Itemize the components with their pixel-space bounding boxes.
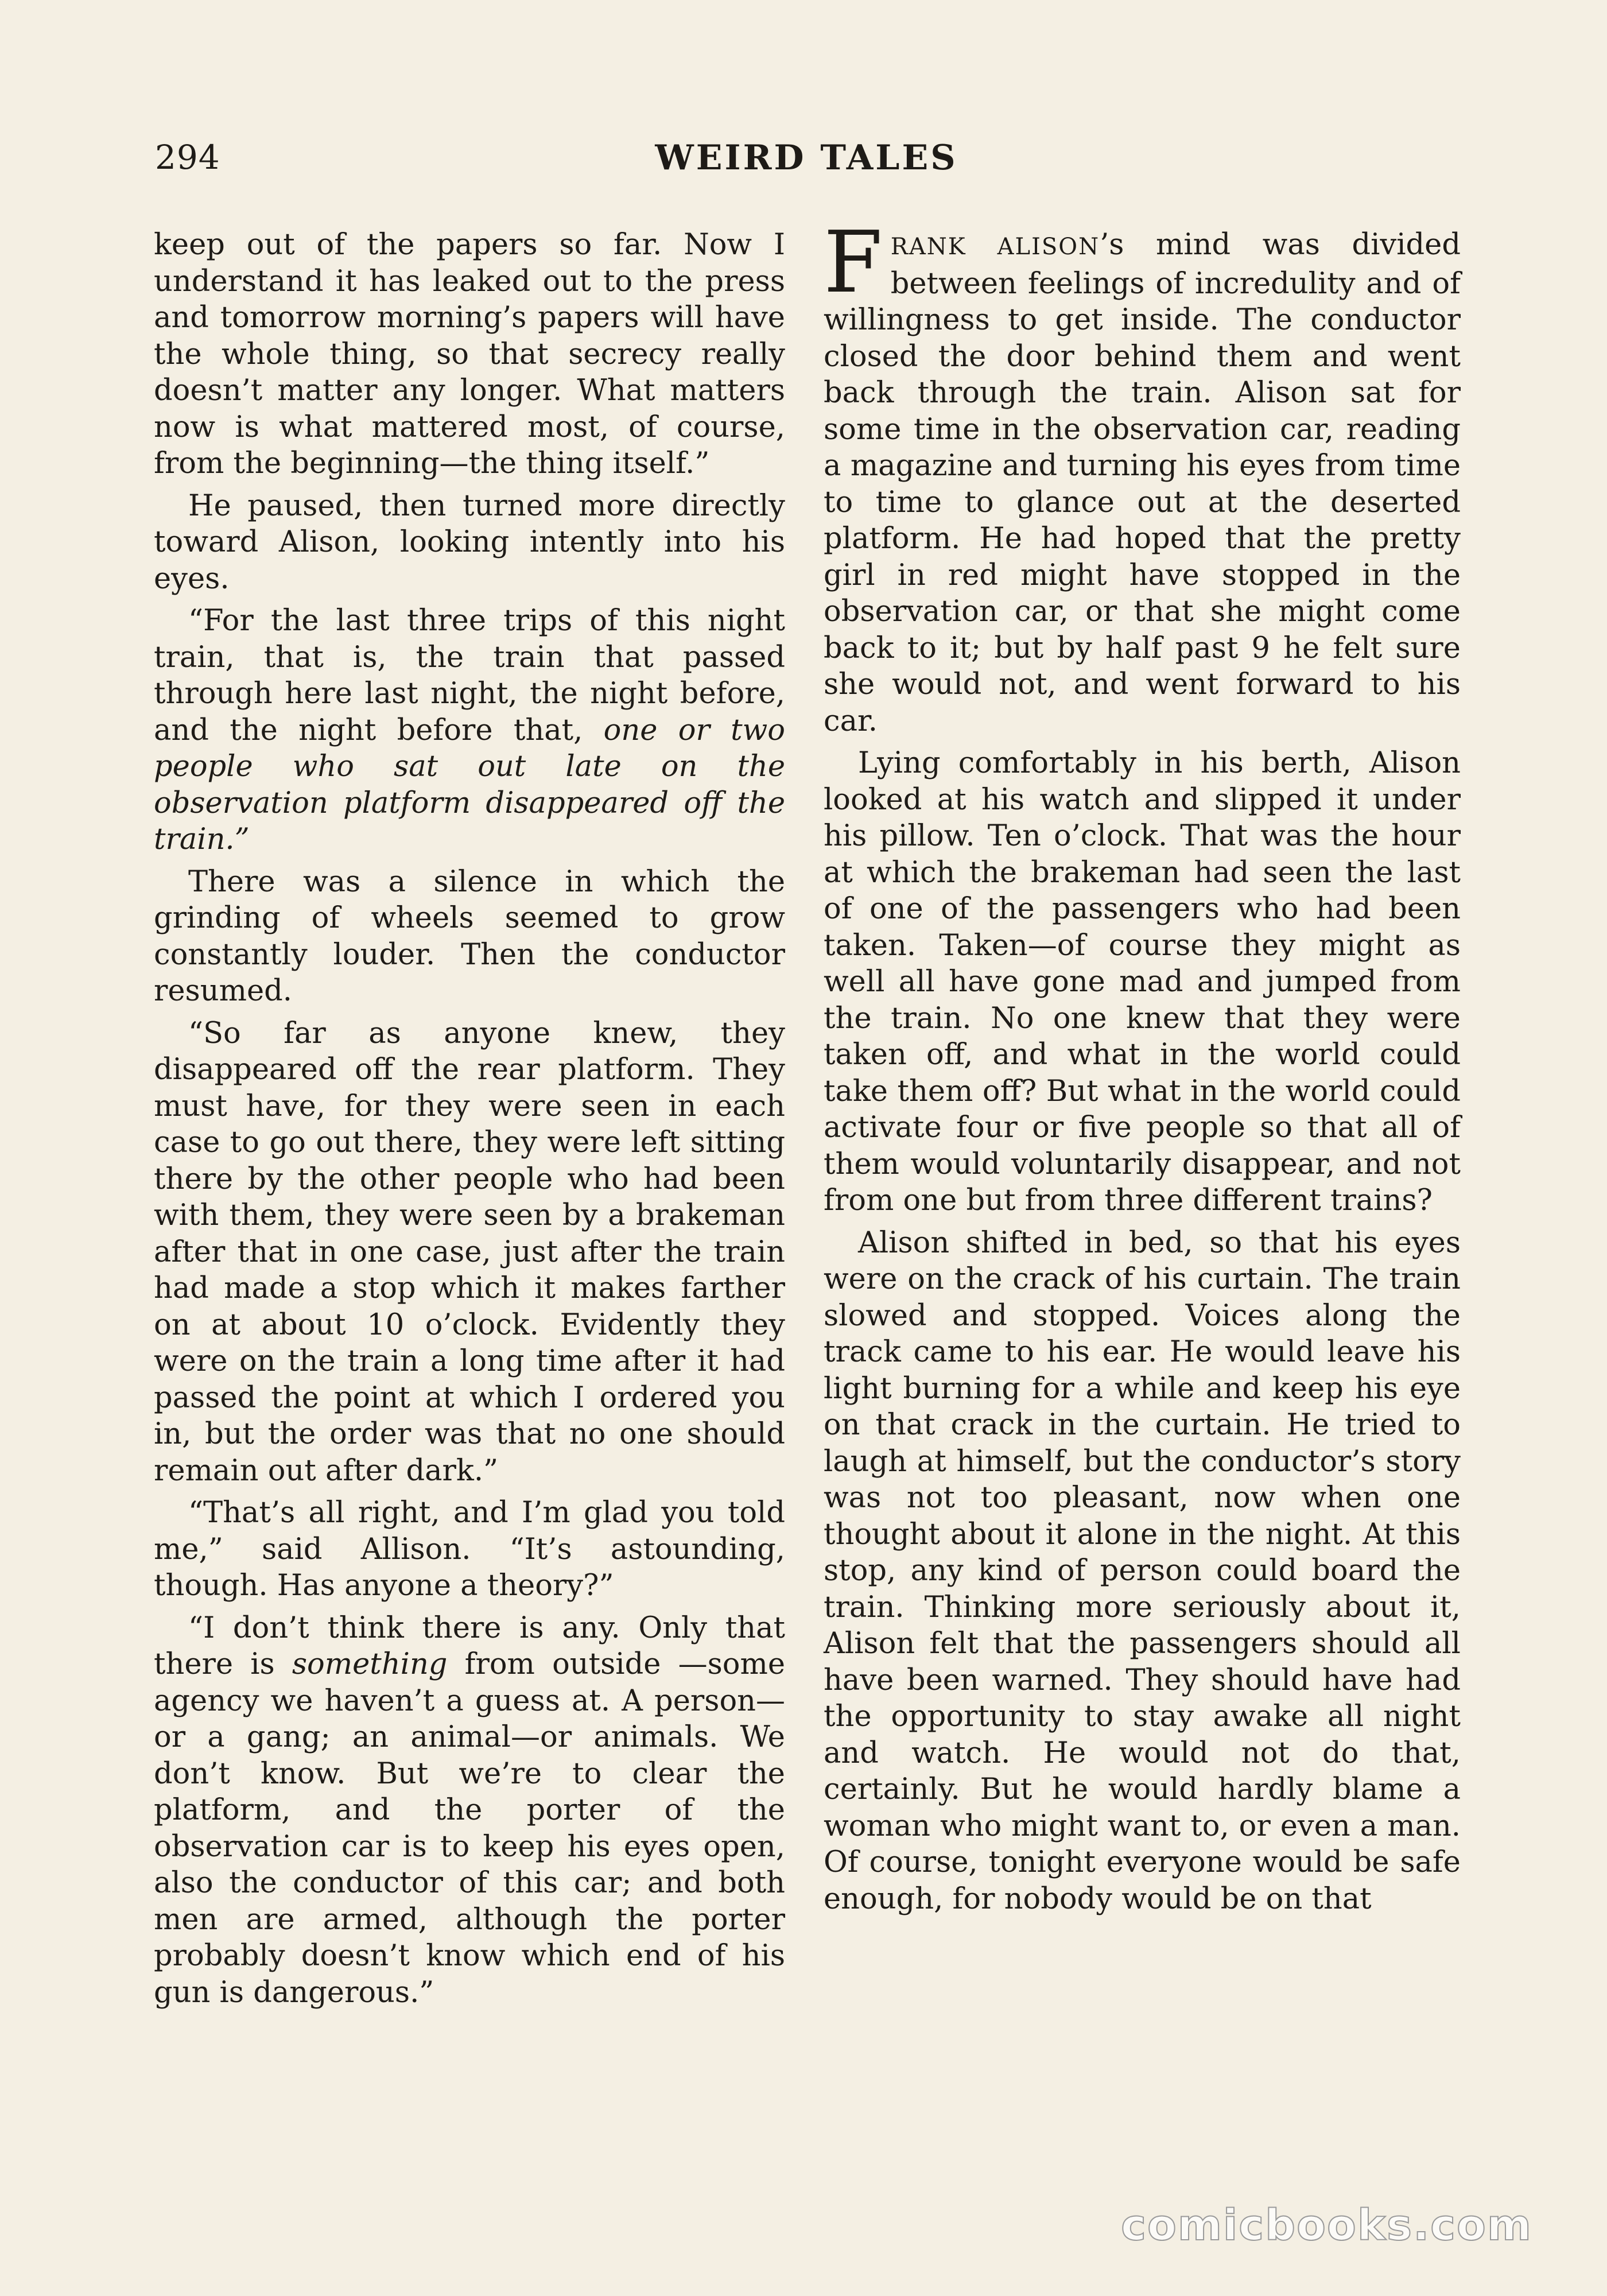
paragraph-text: “I don’t think there is any. Only that there is — [154, 1611, 785, 1681]
paragraph-text: “For the last three trips of this night train, that is, the train that passed through here last night, the night before, and the night before that, — [154, 604, 785, 747]
paragraph-text: Lying comfortably in his berth, Alison looked at his watch and slipped it under his pillow. Ten o’clock. That was the hour at which the brakeman had seen the last of one of the passengers who had been taken. Taken—of course they might as well all have gone mad and jumped from the train. No one knew that they were taken off, and what in the world could take them off? But what in the world could activate four or five people so that all of them would voluntarily disappear, and not from one but from three different trains? — [824, 746, 1461, 1217]
paragraph-text: ’s mind was divided between feelings of incredulity and of willingness to get inside. The conductor closed the door behind them and went back through the train. Alison sat for some time in the observation car, reading a magazine and turning his eyes from time to time to glance out at the deserted platform. He had hoped that the pretty girl in red might have stopped in the observation car, or that she might come back to it; but by half past 9 he felt sure she would not, and went forward to his car. — [824, 228, 1461, 738]
paragraph — [824, 1225, 1461, 1918]
paragraph — [154, 1495, 785, 1604]
italic-text: one or two people who sat out late on the observation platform disappeared off the train.” — [154, 713, 786, 856]
paragraph — [824, 745, 1461, 1219]
paragraph — [824, 213, 1461, 739]
paragraph — [154, 227, 785, 482]
paragraph — [154, 488, 785, 598]
running-title: WEIRD TALES — [655, 138, 958, 178]
paragraph-text: “So far as anyone knew, they disappeared off the rear platform. They must have, for they were seen in each case to go out there, they were left sitting there by the other people who had been with them, they were seen by a brakeman after that in one case, just after the train had made a stop which it makes farther on at about 10 o’clock. Evidently they were on the train a long time after it had passed the point at which I ordered you in, but the order was that no one should remain out after dark.” — [154, 1016, 785, 1488]
paragraph-text: from outside —some agency we haven’t a guess at. A person—or a gang; an animal—or animals. We don’t know. But we’re to clear the platform, and the porter of the observation car is to keep his eyes open, also the conductor of this car; and both men are armed, although the porter probably doesn’t know which end of his gun is dangerous.” — [154, 1647, 785, 2010]
paragraph — [154, 1015, 785, 1490]
paragraph-text: keep out of the papers so far. Now I understand it has leaked out to the press and tomorrow morning’s papers will have the whole thing, so that secrecy really doesn’t matter any longer. What matters now is what mattered most, of course, from the beginning—the thing itself.” — [154, 228, 785, 480]
paragraph-text: There was a silence in which the grinding of wheels seemed to grow constantly louder. Then the conductor resumed. — [154, 864, 785, 1008]
paragraph — [154, 864, 785, 1010]
small-caps-lead: RANK ALISON — [890, 234, 1100, 260]
drop-cap: F — [824, 213, 883, 312]
right-text-column — [824, 213, 1461, 1923]
italic-text: something — [292, 1647, 448, 1681]
page-header — [155, 138, 1458, 189]
watermark-logo: comicbooks.com — [1121, 2201, 1532, 2250]
paragraph — [154, 603, 785, 858]
paragraph-text: “That’s all right, and I’m glad you told me,” said Allison. “It’s astounding, though. Has anyone a theory?” — [154, 1496, 785, 1603]
left-text-column — [154, 227, 785, 2016]
page-number: 294 — [155, 138, 220, 177]
paragraph-text: Alison shifted in bed, so that his eyes were on the crack of his curtain. The train slowed and stopped. Voices along the track came to his ear. He would leave his light burning for a while and keep his eye on that crack in the curtain. He tried to laugh at himself, but the conductor’s story was not too pleasant, now when one thought about it alone in the night. At this stop, any kind of person could board the train. Thinking more seriously about it, Alison felt that the passengers should all have been warned. They should have had the opportunity to stay awake all night and watch. He would not do that, certainly. But he would hardly blame a woman who might want to, or even a man. Of course, tonight everyone would be safe enough, for nobody would be on that — [824, 1225, 1461, 1916]
paragraph — [154, 1610, 785, 2011]
paragraph-text: He paused, then turned more directly toward Alison, looking intently into his eyes. — [154, 488, 785, 596]
